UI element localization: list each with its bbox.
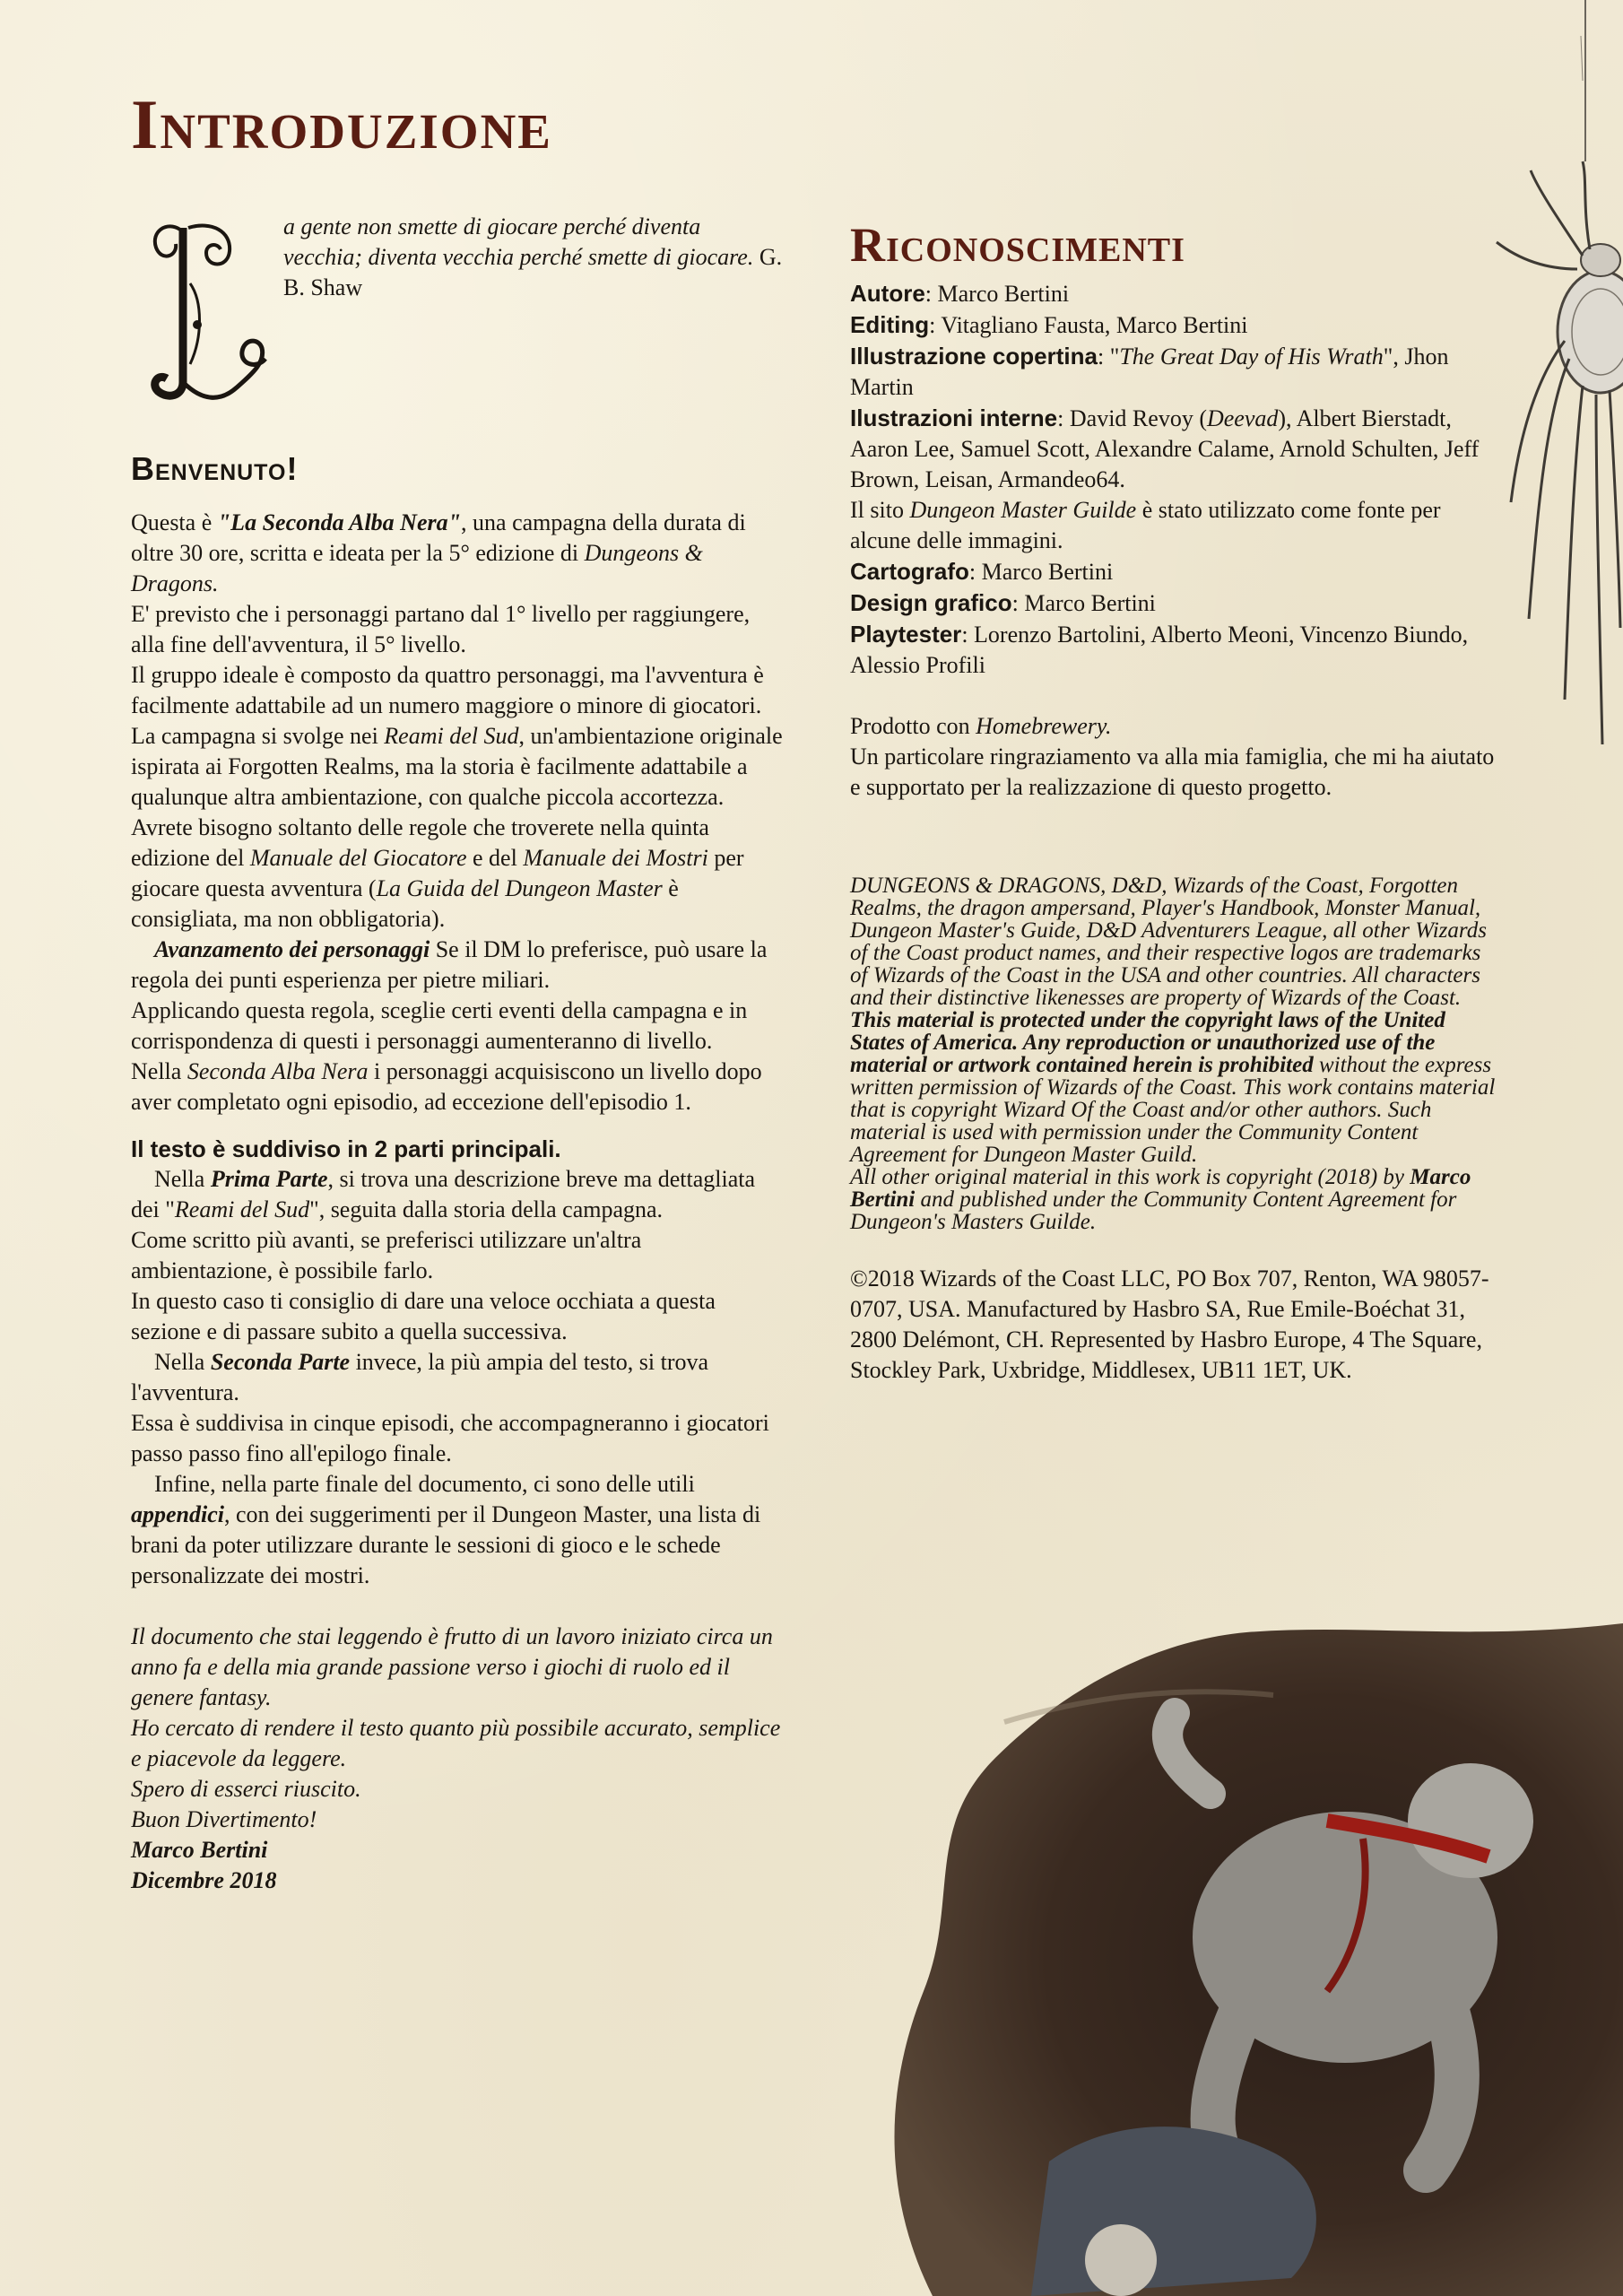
copyright-address: ©2018 Wizards of the Coast LLC, PO Box 707, Renton, WA 98057-0707, USA. Manufactured by Hasbro SA, Rue Emile-Boéchat 31, 2800 Delémont, CH. Represented by Hasbro Europe, 4 The Square, Stockley Park, Uxbridge, Middlesex, UB11 1ET, UK. [850, 1265, 1489, 1383]
credit-playtester: Playtester: Lorenzo Bartolini, Alberto Meoni, Vincenzo Biundo, Alessio Profili [850, 621, 1469, 678]
closing-line-1: Il documento che stai leggendo è frutto di un lavoro iniziato circa un anno fa e della mia grande passione verso i giochi di ruolo ed il genere fantasy. [131, 1623, 773, 1710]
closing-date: Dicembre 2018 [131, 1867, 277, 1893]
welcome-paragraph-1: Questa è "La Seconda Alba Nera", una campagna della durata di oltre 30 ore, scritta e ideata per la 5° edizione di Dungeons & Dragons. [131, 509, 746, 596]
credit-cartographer: Cartografo: Marco Bertini [850, 558, 1114, 585]
credit-site: Il sito Dungeon Master Guilde è stato utilizzato come fonte per alcune delle immagini. [850, 497, 1441, 553]
page-title: Introduzione [131, 85, 552, 163]
closing-author: Marco Bertini [131, 1837, 268, 1863]
welcome-paragraph-5: Avrete bisogno soltanto delle regole che troverete nella quinta edizione del Manuale del Giocatore e del Manuale dei Mostri per giocare questa avventura (La Guida del Dungeon Master è consigliata, ma non obbligatoria). [131, 814, 744, 932]
advancement-paragraph: Avanzamento dei personaggi Se il DM lo preferisce, può usare la regola dei punti esperienza per pietre miliari. [131, 936, 768, 993]
welcome-paragraph-2: E' previsto che i personaggi partano dal 1° livello per raggiungere, alla fine dell'avventura, il 5° livello. [131, 601, 751, 657]
ghoul-illustration [825, 1614, 1623, 2296]
welcome-paragraph-4: La campagna si svolge nei Reami del Sud, un'ambientazione originale ispirata ai Forgotten Realms, ma la storia è facilmente adattabile a qualunque altra ambientazione, con qualche piccola accortezza. [131, 723, 783, 810]
structure-lead: Il testo è suddiviso in 2 parti principali. [131, 1135, 561, 1162]
right-column [850, 212, 1496, 1386]
closing-line-3: Spero di esserci riuscito. [131, 1776, 361, 1802]
welcome-paragraph-7: Applicando questa regola, sceglie certi eventi della campagna e in corrispondenza di questi i personaggi aumenteranno di livello. [131, 997, 748, 1054]
structure-paragraph-6: Infine, nella parte finale del documento, ci sono delle utili appendici, con dei suggerimenti per il Dungeon Master, una lista di brani da poter utilizzare durante le sessioni di gioco e le schede personalizzate dei mostri. [131, 1471, 761, 1588]
structure-paragraph-4: Nella Seconda Parte invece, la più ampia del testo, si trova l'avventura. [131, 1349, 709, 1405]
left-column [131, 212, 784, 1896]
dropcap-letter [131, 212, 274, 409]
intro-quote-text: a gente non smette di giocare perché diventa vecchia; diventa vecchia perché smette di giocare. [283, 213, 754, 270]
intro-quote-author: G. B. Shaw [283, 244, 783, 300]
intro-quote-block [131, 212, 784, 418]
legal-notice: DUNGEONS & DRAGONS, D&D, Wizards of the Coast, Forgotten Realms, the dragon ampersand, Player's Handbook, Monster Manual, Dungeon Master's Guide, D&D Adventurers League, all other Wizards of the Coast product names, and their respective logos are trademarks of Wizards of the Coast in the USA and other countries. All characters and their distinctive likenesses are property of Wizards of the Coast. This material is protected under the copyright laws of the United States of America. Any reproduction or unauthorized use of the material or artwork contained herein is prohibited without the express written permission of Wizards of the Coast. This work contains material that is copyright Wizard Of the Coast and/or other authors. Such material is used with permission under the Community Content Agreement for Dungeon Master Guild. [850, 874, 1496, 1167]
closing-line-4: Buon Divertimento! [131, 1806, 317, 1832]
credit-cover: Illustrazione copertina: "The Great Day of His Wrath", Jhon Martin [850, 343, 1449, 400]
legal-copyright-note: All other original material in this work is copyright (2018) by Marco Bertini and published under the Community Content Agreement for Dungeon's Masters Guilde. [850, 1165, 1471, 1234]
structure-paragraph-1: Nella Prima Parte, si trova una descrizione breve ma dettagliata dei "Reami del Sud", seguita dalla storia della campagna. [131, 1166, 755, 1222]
made-with: Prodotto con Homebrewery. [850, 713, 1112, 739]
structure-paragraph-2: Come scritto più avanti, se preferisci utilizzare un'altra ambientazione, è possibile farlo. [131, 1227, 642, 1283]
credit-editing: Editing: Vitagliano Fausta, Marco Bertini [850, 311, 1248, 338]
credit-design: Design grafico: Marco Bertini [850, 589, 1156, 616]
spider-illustration [1484, 0, 1623, 753]
thanks-text: Un particolare ringraziamento va alla mia famiglia, che mi ha aiutato e supportato per la realizzazione di questo progetto. [850, 744, 1495, 800]
welcome-paragraph-8: Nella Seconda Alba Nera i personaggi acquisiscono un livello dopo aver completato ogni episodio, ad eccezione dell'episodio 1. [131, 1058, 762, 1115]
welcome-heading: Benvenuto! [131, 450, 299, 487]
structure-paragraph-3: In questo caso ti consiglio di dare una veloce occhiata a questa sezione e di passare subito a quella successiva. [131, 1288, 716, 1344]
credit-interior: Ilustrazioni interne: David Revoy (Deevad), Albert Bierstadt, Aaron Lee, Samuel Scott, Alexandre Calame, Arnold Schulten, Jeff Brown, Leisan, Armandeo64. [850, 404, 1480, 492]
structure-paragraph-5: Essa è suddivisa in cinque episodi, che accompagneranno i giocatori passo passo fino all'epilogo finale. [131, 1410, 769, 1466]
welcome-paragraph-3: Il gruppo ideale è composto da quattro personaggi, ma l'avventura è facilmente adattabile ad un numero maggiore o minore di giocatori. [131, 662, 764, 718]
closing-line-2: Ho cercato di rendere il testo quanto più possibile accurato, semplice e piacevole da leggere. [131, 1715, 781, 1771]
intro-quote [283, 212, 784, 303]
credits-heading: Riconoscimenti [850, 218, 1185, 272]
credit-author: Autore: Marco Bertini [850, 280, 1070, 307]
